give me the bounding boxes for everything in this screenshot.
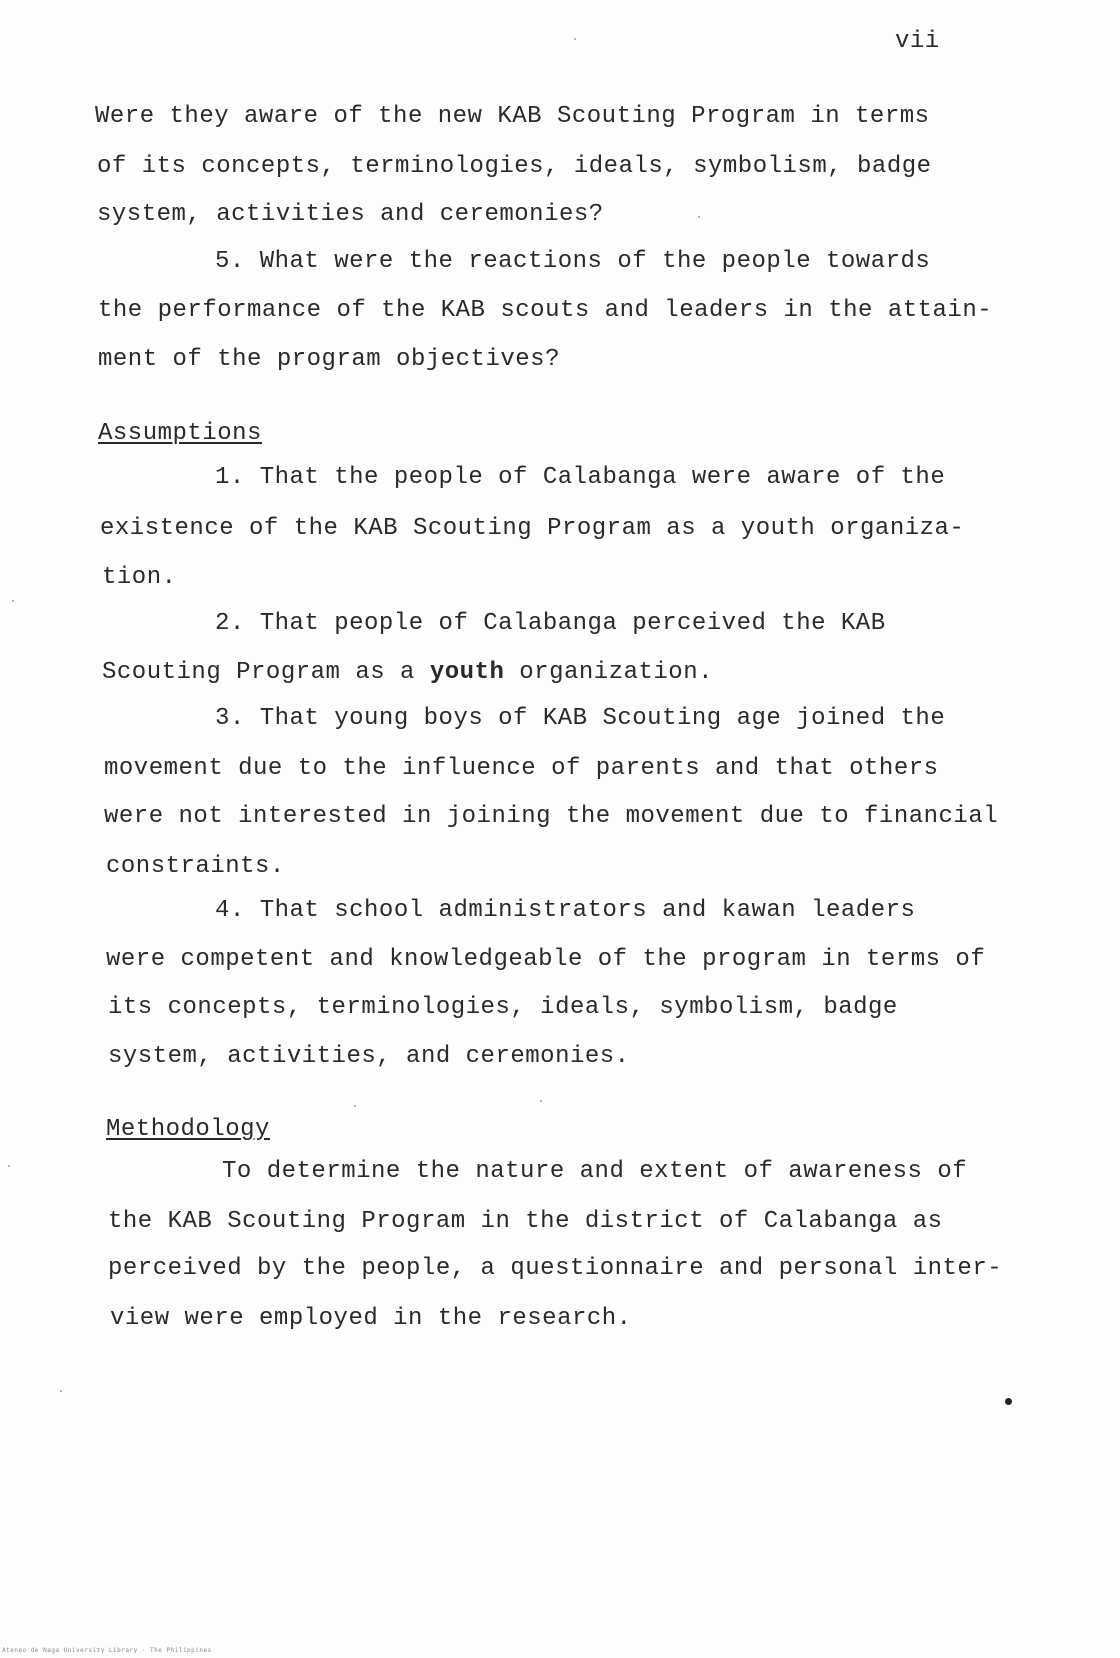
text-line: the performance of the KAB scouts and leaders in the attain-	[98, 297, 993, 324]
text-line: existence of the KAB Scouting Program as a youth organiza-	[100, 515, 965, 542]
text-line: tion.	[102, 564, 177, 591]
scan-footer-note: Ateneo de Naga University Library · The Philippines	[2, 1647, 212, 1654]
text-line: view were employed in the research.	[110, 1305, 632, 1332]
text-line: were competent and knowledgeable of the program in terms of	[106, 946, 986, 973]
text-line: movement due to the influence of parents and that others	[104, 755, 939, 782]
text-line: To determine the nature and extent of awareness of	[222, 1158, 968, 1185]
ink-speck	[540, 1100, 542, 1102]
text-line: were not interested in joining the movement due to financial	[104, 803, 999, 830]
ink-speck	[354, 1105, 356, 1107]
text-segment-bold: youth	[429, 659, 505, 686]
page-number: vii	[895, 28, 940, 55]
ink-speck	[8, 1165, 10, 1167]
ink-speck	[12, 600, 14, 602]
text-line: system, activities and ceremonies?	[97, 201, 604, 228]
text-segment: Scouting Program as a	[102, 659, 430, 686]
text-line: 4. That school administrators and kawan leaders	[215, 897, 916, 924]
ink-speck	[60, 1390, 62, 1392]
section-heading-methodology: Methodology	[106, 1116, 270, 1143]
text-line: of its concepts, terminologies, ideals, symbolism, badge	[97, 153, 932, 180]
text-line: 1. That the people of Calabanga were aware of the	[215, 464, 946, 491]
text-line: 5. What were the reactions of the people towards	[215, 248, 931, 275]
section-heading-assumptions: Assumptions	[98, 420, 262, 447]
text-line: its concepts, terminologies, ideals, symbolism, badge	[108, 994, 898, 1021]
ink-speck	[698, 216, 700, 218]
text-line: 2. That people of Calabanga perceived the KAB	[215, 610, 886, 637]
text-line: the KAB Scouting Program in the district of Calabanga as	[108, 1208, 943, 1235]
text-line: system, activities, and ceremonies.	[108, 1043, 630, 1070]
ink-dot	[1005, 1398, 1012, 1405]
text-line	[102, 661, 713, 685]
text-line: perceived by the people, a questionnaire and personal inter-	[108, 1255, 1003, 1282]
text-line: constraints.	[106, 853, 285, 880]
text-line: 3. That young boys of KAB Scouting age joined the	[215, 705, 946, 732]
text-line: Were they aware of the new KAB Scouting Program in terms	[95, 103, 930, 130]
ink-speck	[574, 38, 576, 40]
text-segment: organization.	[504, 659, 714, 686]
text-line: ment of the program objectives?	[98, 346, 560, 373]
